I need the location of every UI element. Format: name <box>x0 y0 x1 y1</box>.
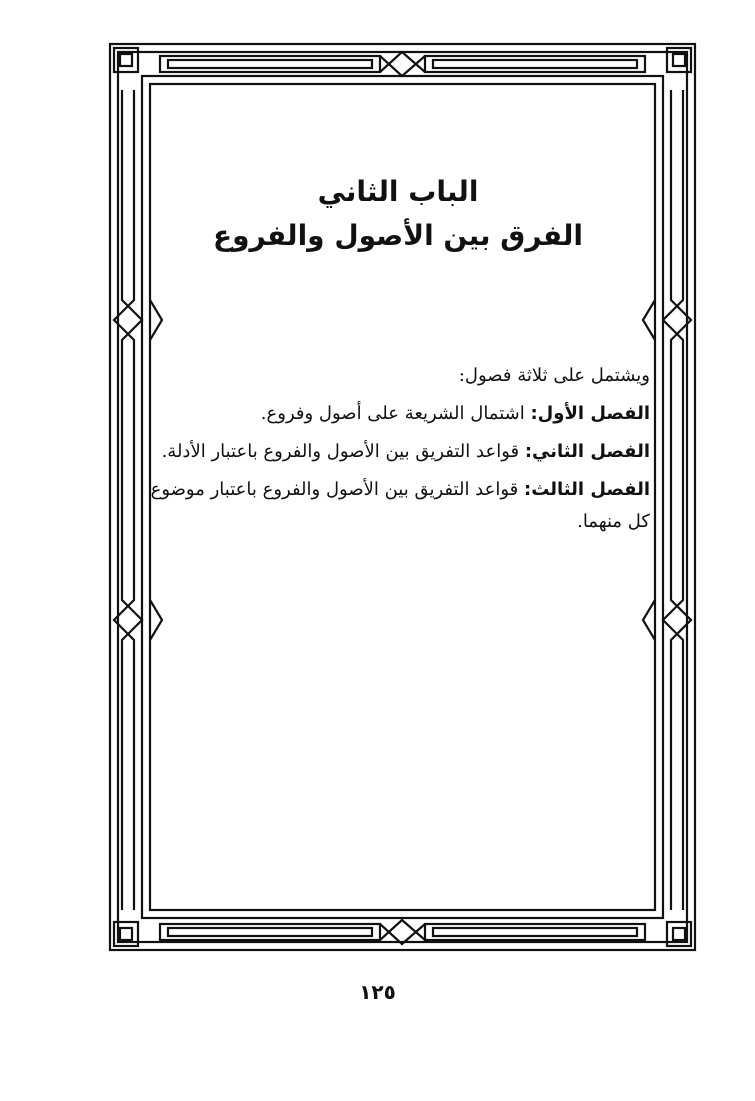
chapter-list <box>148 360 650 538</box>
chapter-text: اشتمال الشريعة على أصول وفروع. <box>260 403 531 424</box>
intro-text: ويشتمل على ثلاثة فصول: <box>458 365 650 386</box>
chapter-text: قواعد التفريق بين الأصول والفروع باعتبار الأدلة. <box>161 441 525 462</box>
chapter-heading: الفصل الثاني: <box>524 441 650 462</box>
part-subtitle: الفرق بين الأصول والفروع <box>212 219 584 252</box>
chapter-item <box>148 474 650 538</box>
chapter-text: قواعد التفريق بين الأصول والفروع باعتبار موضوع كل منهما. <box>150 479 650 532</box>
chapter-item <box>148 436 650 468</box>
section-header <box>148 170 648 258</box>
chapter-item <box>148 398 650 430</box>
part-title: الباب الثاني <box>317 175 479 208</box>
chapter-heading: الفصل الأول: <box>530 403 650 424</box>
page-number: ١٢٥ <box>359 980 396 1004</box>
chapter-heading: الفصل الثالث: <box>524 479 650 500</box>
